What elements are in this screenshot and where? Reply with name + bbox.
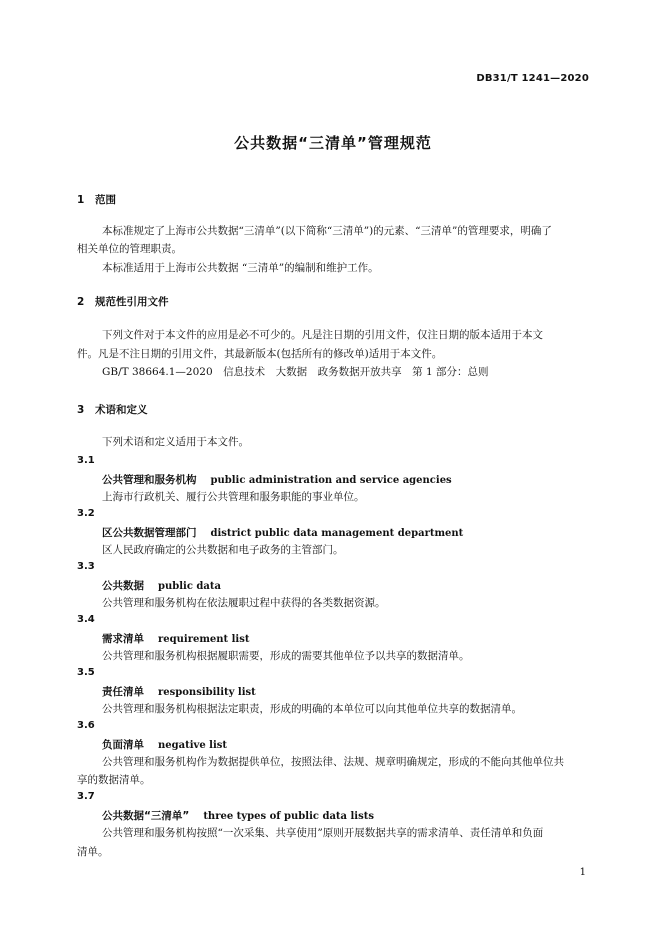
- term-name: [102, 684, 256, 699]
- term-number: 3.5: [77, 667, 95, 678]
- term-name: [102, 737, 227, 752]
- section-2-heading: [77, 294, 169, 309]
- term-number: 3.2: [77, 508, 95, 519]
- section-title: 规范性引用文件: [95, 296, 169, 308]
- term-definition-line-2: 清单。: [77, 846, 109, 858]
- term-number: 3.6: [77, 720, 95, 731]
- page-number: 1: [579, 867, 586, 878]
- section-number: 1: [77, 194, 85, 206]
- term-zh: 责任清单: [102, 686, 144, 698]
- term-name: [102, 808, 374, 823]
- term-name: [102, 525, 463, 540]
- term-number: 3.3: [77, 561, 95, 572]
- s1-paragraph-1-line-1: 本标准规定了上海市公共数据“三清单”(以下简称“三清单”)的元素、“三清单”的管理要求，明确了: [102, 225, 552, 237]
- term-definition-line-1: 公共管理和服务机构按照“一次采集、共享使用”原则开展数据共享的需求清单、责任清单和负面: [102, 827, 544, 839]
- page-title: 公共数据“三清单”管理规范: [234, 134, 432, 152]
- term-definition: 区人民政府确定的公共数据和电子政务的主管部门。: [102, 544, 344, 556]
- term-zh: 需求清单: [102, 633, 144, 645]
- term-en: responsibility list: [158, 687, 256, 698]
- term-zh: 公共数据: [102, 580, 144, 592]
- term-en: three types of public data lists: [203, 811, 374, 822]
- term-zh: 区公共数据管理部门: [102, 527, 197, 539]
- term-definition: 公共管理和服务机构根据法定职责，形成的明确的本单位可以向其他单位共享的数据清单。: [102, 703, 522, 715]
- section-number: 3: [77, 404, 85, 416]
- term-name: [102, 631, 249, 646]
- term-zh: 公共数据“三清单”: [102, 810, 190, 822]
- s1-paragraph-1-line-2: 相关单位的管理职责。: [77, 243, 182, 255]
- s2-paragraph-1-line-2: 件。凡是不注日期的引用文件，其最新版本(包括所有的修改单)适用于本文件。: [77, 348, 443, 360]
- s2-paragraph-1-line-1: 下列文件对于本文件的应用是必不可少的。凡是注日期的引用文件，仅注日期的版本适用于本文: [102, 329, 543, 341]
- term-number: 3.1: [77, 455, 95, 466]
- term-name: [102, 472, 452, 487]
- standard-code: DB31/T 1241—2020: [476, 73, 589, 84]
- section-number: 2: [77, 296, 85, 308]
- term-en: district public data management department: [210, 528, 464, 539]
- term-number: 3.4: [77, 614, 95, 625]
- section-title: 范围: [95, 194, 116, 206]
- term-definition: 公共管理和服务机构根据履职需要，形成的需要其他单位予以共享的数据清单。: [102, 650, 470, 662]
- term-name: [102, 578, 221, 593]
- section-3-heading: [77, 402, 148, 417]
- section-title: 术语和定义: [95, 404, 148, 416]
- s1-paragraph-2: 本标准适用于上海市公共数据 “三清单”的编制和维护工作。: [102, 262, 379, 274]
- s3-intro: 下列术语和定义适用于本文件。: [102, 436, 249, 448]
- term-definition: 上海市行政机关、履行公共管理和服务职能的事业单位。: [102, 491, 365, 503]
- term-en: public data: [158, 581, 221, 592]
- term-en: public administration and service agencies: [210, 475, 452, 486]
- term-definition-line-2: 享的数据清单。: [77, 774, 151, 786]
- term-zh: 负面清单: [102, 739, 144, 751]
- section-1-heading: [77, 192, 116, 207]
- normative-reference: GB/T 38664.1—2020 信息技术 大数据 政务数据开放共享 第 1 部分：总则: [102, 366, 489, 378]
- term-en: negative list: [158, 740, 228, 751]
- term-number: 3.7: [77, 791, 95, 802]
- term-en: requirement list: [158, 634, 250, 645]
- term-zh: 公共管理和服务机构: [102, 474, 197, 486]
- term-definition-line-1: 公共管理和服务机构作为数据提供单位，按照法律、法规、规章明确规定，形成的不能向其他单位共: [102, 756, 564, 768]
- term-definition: 公共管理和服务机构在依法履职过程中获得的各类数据资源。: [102, 597, 386, 609]
